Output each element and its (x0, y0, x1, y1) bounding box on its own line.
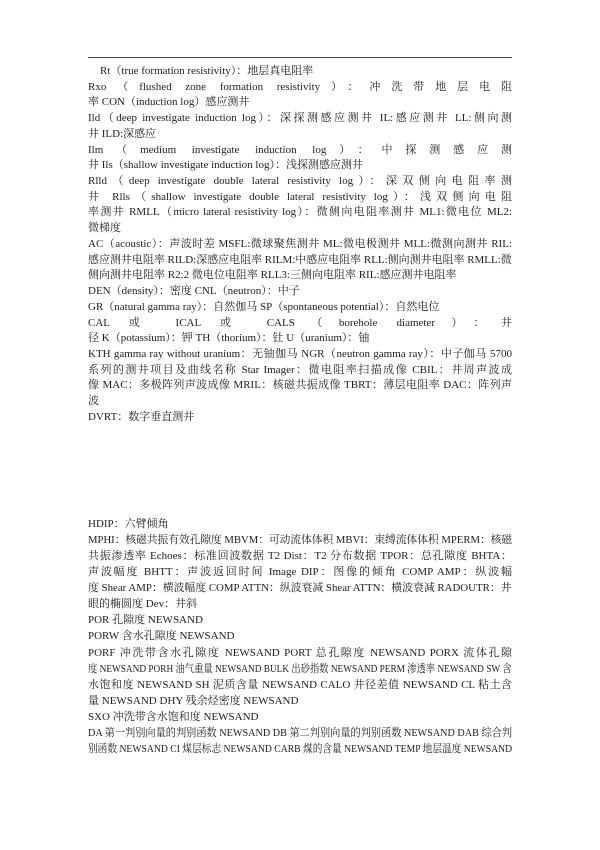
text-line: CAL 或 ICAL 或 CALS（borehole diameter）：井 (88, 316, 512, 329)
text-line: 度 Shear AMP：横波幅度 COMP ATTN：纵波衰减 Shear ATTN：横波衰减 RADOUTR：井 (88, 582, 512, 595)
text-line: Ilm（medium investigate induction log）：中探测感应测 (88, 143, 512, 156)
text-line: 系列的测井项目及曲线名称 Star Imager：微电阻率扫描成像 CBIL：井周声波成 (88, 363, 512, 376)
text-line: 像 MAC：多极阵列声波成像 MRIL：核磁共振成像 TBRT：薄层电阻率 DAC：阵列声 (88, 379, 512, 392)
text-line: 侧向测井电阻率 R2:2 微电位电阻率 RLL3:三侧向电阻率 RIL:感应测井电阻率 (88, 269, 457, 282)
text-line: 量 NEWSAND DHY 残余烃密度 NEWSAND (88, 694, 299, 707)
text-line: KTH gamma ray without uranium：无铀伽马 NGR（neutron gamma ray）：中子伽马 5700 (88, 347, 512, 360)
text-line: 别函数 NEWSAND CI 煤层标志 NEWSAND CARB 煤的含量 NEWSAND TEMP 地层温度 NEWSAND (88, 742, 513, 755)
text-line: 井 Ils（shallow investigate induction log）：浅探测感应测井 (88, 159, 363, 172)
text-line: Rlld（deep investigate double lateral resistivity log）：深双侧向电阻率测 (88, 175, 512, 188)
text-line: DEN（density）：密度 CNL（neutron）：中子 (88, 285, 300, 298)
text-line: AC（acoustic）：声波时差 MSFL:微球聚焦测井 ML:微电极测井 MLL:微测向测井 RIL: (88, 237, 512, 250)
text-line: 波 (88, 395, 99, 408)
text-line: 感应测井电阻率 RILD:深感应电阻率 RILM:中感应电阻率 RLL:侧向测井电阻率 RMLL:微 (88, 253, 512, 266)
text-line: 井 Rlls（shallow investigate double lateral resistivity log）：浅双侧向电阻 (88, 190, 512, 203)
text-section-2 (88, 516, 512, 757)
text-line: 声波幅度 BHTT：声波返回时间 Image DIP：图像的倾角 COMP AMP：纵波幅 (88, 566, 512, 579)
text-line: DA 第一判别向量的判别函数 NEWSAND DB 第二判别向量的判别函数 NEWSAND DAB 综合判 (88, 726, 513, 739)
text-line: Rxo（flushed zone formation resistivity）：冲洗带地层电阻 (88, 80, 512, 93)
text-line: PORW 含水孔隙度 NEWSAND (88, 630, 235, 643)
text-line: 微梯度 (88, 222, 121, 235)
text-line: Ild（deep investigate induction log）：深探测感应测井 IL:感应测井 LL:侧向测 (88, 112, 512, 125)
text-section-1 (88, 64, 512, 426)
text-line: MPHI：核磁共振有效孔隙度 MBVM：可动流体体积 MBVI：束缚流体体积 MPERM：核磁 (88, 534, 513, 547)
text-line: 率 CON（induction log）感应测井 (88, 96, 250, 109)
text-line: SXO 冲洗带含水饱和度 NEWSAND (88, 710, 259, 723)
text-line: 度 NEWSAND PORH 油气重量 NEWSAND BULK 出砂指数 NEWSAND PERM 渗透率 NEWSAND SW 含 (88, 662, 512, 675)
text-line: HDIP：六臂倾角 (88, 518, 169, 530)
text-line: 率测井 RMLL（micro lateral resistivity log）：微侧向电阻率测井 ML1:微电位 ML2: (88, 206, 512, 219)
text-line: 共振渗透率 Echoes：标准回波数据 T2 Dist：T2 分布数据 TPOR：总孔隙度 BHTA： (88, 550, 512, 563)
text-line: PORF 冲洗带含水孔隙度 NEWSAND PORT 总孔隙度 NEWSAND PORX 流体孔隙 (88, 646, 512, 659)
text-line: 径 K（potassium）：钾 TH（thorium）：钍 U（uranium）：铀 (88, 332, 370, 345)
text-line: GR（natural gamma ray）：自然伽马 SP（spontaneous potential）：自然电位 (88, 300, 440, 313)
text-line: 井 ILD:深感应 (88, 127, 157, 140)
text-line: Rt（true formation resistivity）：地层真电阻率 (100, 65, 314, 77)
text-line: 眼的椭圆度 Dev：井斜 (88, 598, 198, 611)
text-line: POR 孔隙度 NEWSAND (88, 614, 203, 627)
header-rule (88, 57, 512, 58)
text-line: 水饱和度 NEWSAND SH 泥质含量 NEWSAND CALO 井径差值 NEWSAND CL 粘土含 (88, 678, 512, 691)
text-line: DVRT：数字垂直测井 (88, 410, 195, 423)
